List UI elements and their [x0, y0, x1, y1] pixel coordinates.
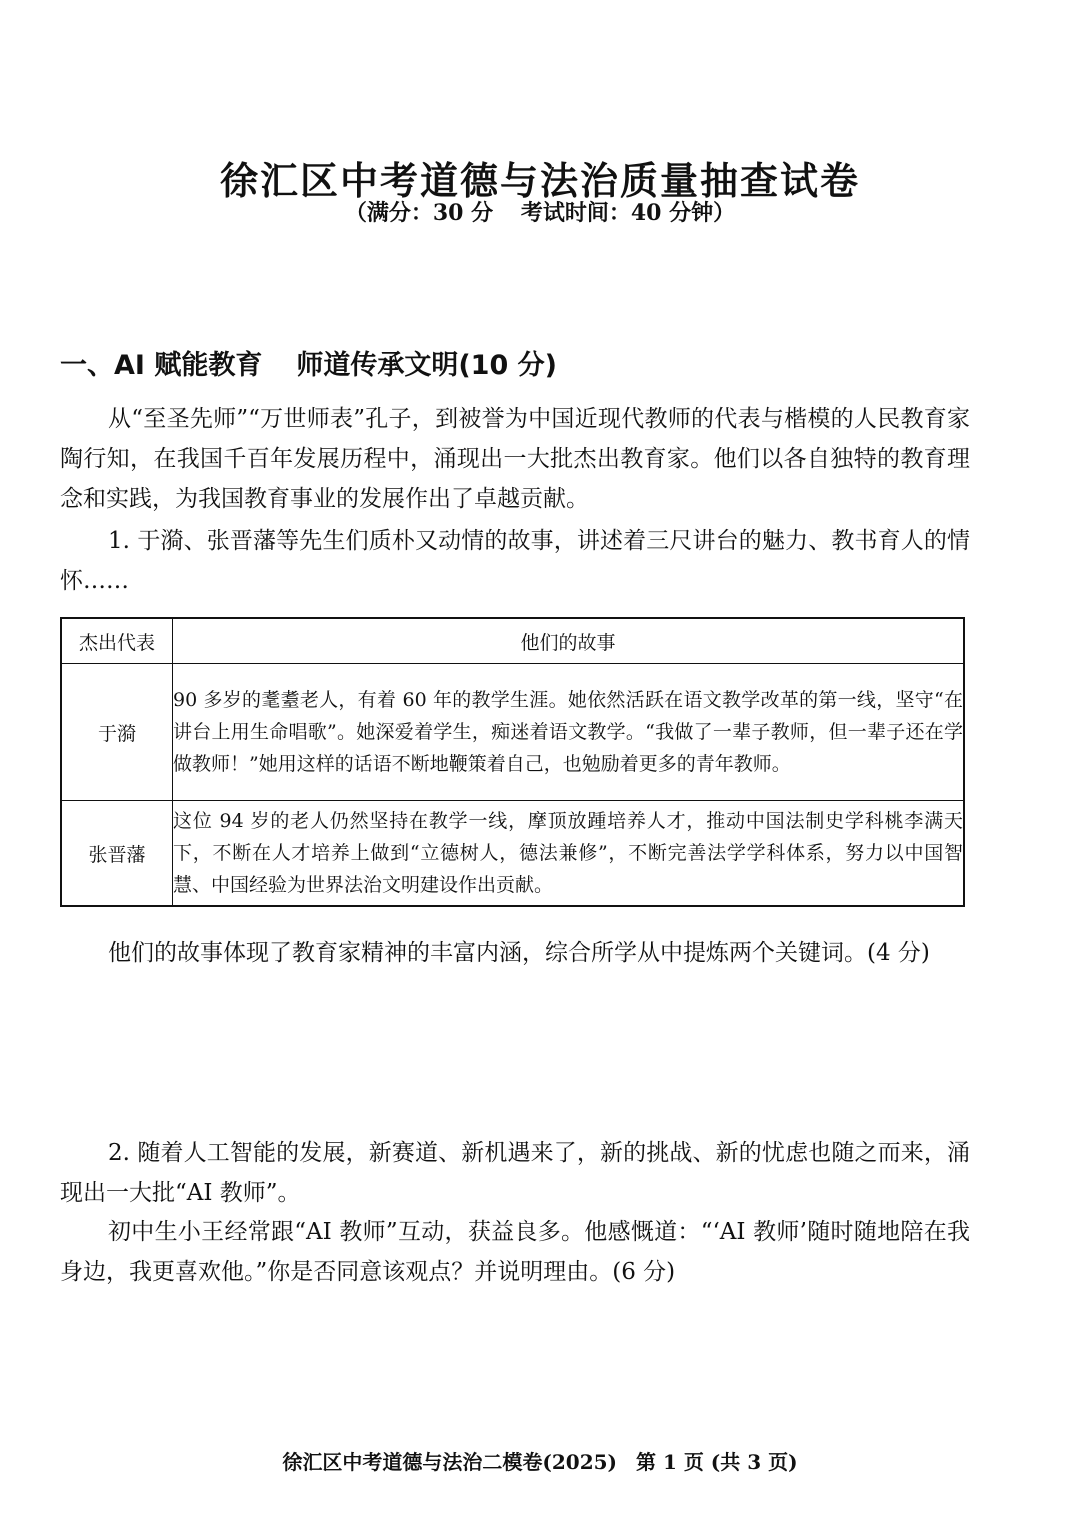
footer-exam-name: 徐汇区中考道德与法治二模卷(2025)	[282, 1450, 618, 1474]
header-story: 他们的故事	[173, 618, 965, 664]
page-title: 徐汇区中考道德与法治质量抽查试卷	[219, 158, 860, 203]
table-row	[61, 664, 964, 801]
educator-stories-table	[60, 617, 965, 907]
table-row	[61, 801, 964, 907]
page-footer	[0, 1446, 1080, 1475]
section-heading	[60, 343, 557, 382]
question-1-prompt: 他们的故事体现了教育家精神的丰富内涵，综合所学从中提炼两个关键词。(4 分)	[108, 940, 930, 966]
header-representative: 杰出代表	[61, 618, 173, 664]
section-heading-part2: 师道传承文明(10 分)	[296, 350, 557, 381]
score-info: （满分：30 分	[344, 200, 494, 226]
question-2-text: 2. 随着人工智能的发展，新赛道、新机遇来了，新的挑战、新的忧虑也随之而来，涌现出一大批“AI 教师”。	[60, 1140, 970, 1206]
row-story: 90 多岁的耄耋老人，有着 60 年的教学生涯。她依然活跃在语文教学改革的第一线，坚守“在讲台上用生命唱歌”。她深爱着学生，痴迷着语文教学。“我做了一辈子教师，但一辈子还在学做教师！”她用这样的话语不断地鞭策着自己，也勉励着更多的青年教师。	[173, 664, 965, 801]
time-info: 考试时间：40 分钟）	[520, 200, 736, 226]
question-2-prompt: 初中生小王经常跟“AI 教师”互动，获益良多。他感慨道：“‘AI 教师’随时随地陪在我身边，我更喜欢他。”你是否同意该观点？并说明理由。(6 分)	[60, 1219, 970, 1285]
table-header-row	[61, 618, 964, 664]
row-name: 于漪	[61, 664, 173, 801]
row-story: 这位 94 岁的老人仍然坚持在教学一线，摩顶放踵培养人才，推动中国法制史学科桃李满天下，不断在人才培养上做到“立德树人，德法兼修”，不断完善法学学科体系，努力以中国智慧、中国经验为世界法治文明建设作出贡献。	[173, 801, 965, 907]
intro-paragraph: 从“至圣先师”“万世师表”孔子，到被誉为中国近现代教师的代表与楷模的人民教育家陶行知，在我国千百年发展历程中，涌现出一大批杰出教育家。他们以各自独特的教育理念和实践，为我国教育事业的发展作出了卓越贡献。	[60, 406, 970, 512]
exam-info	[30, 196, 1050, 227]
section-heading-part1: 一、AI 赋能教育	[60, 350, 263, 381]
row-name: 张晋藩	[61, 801, 173, 907]
footer-page-info: 第 1 页 (共 3 页)	[635, 1450, 798, 1474]
question-1-text: 1. 于漪、张晋藩等先生们质朴又动情的故事，讲述着三尺讲台的魅力、教书育人的情怀……	[60, 528, 970, 594]
